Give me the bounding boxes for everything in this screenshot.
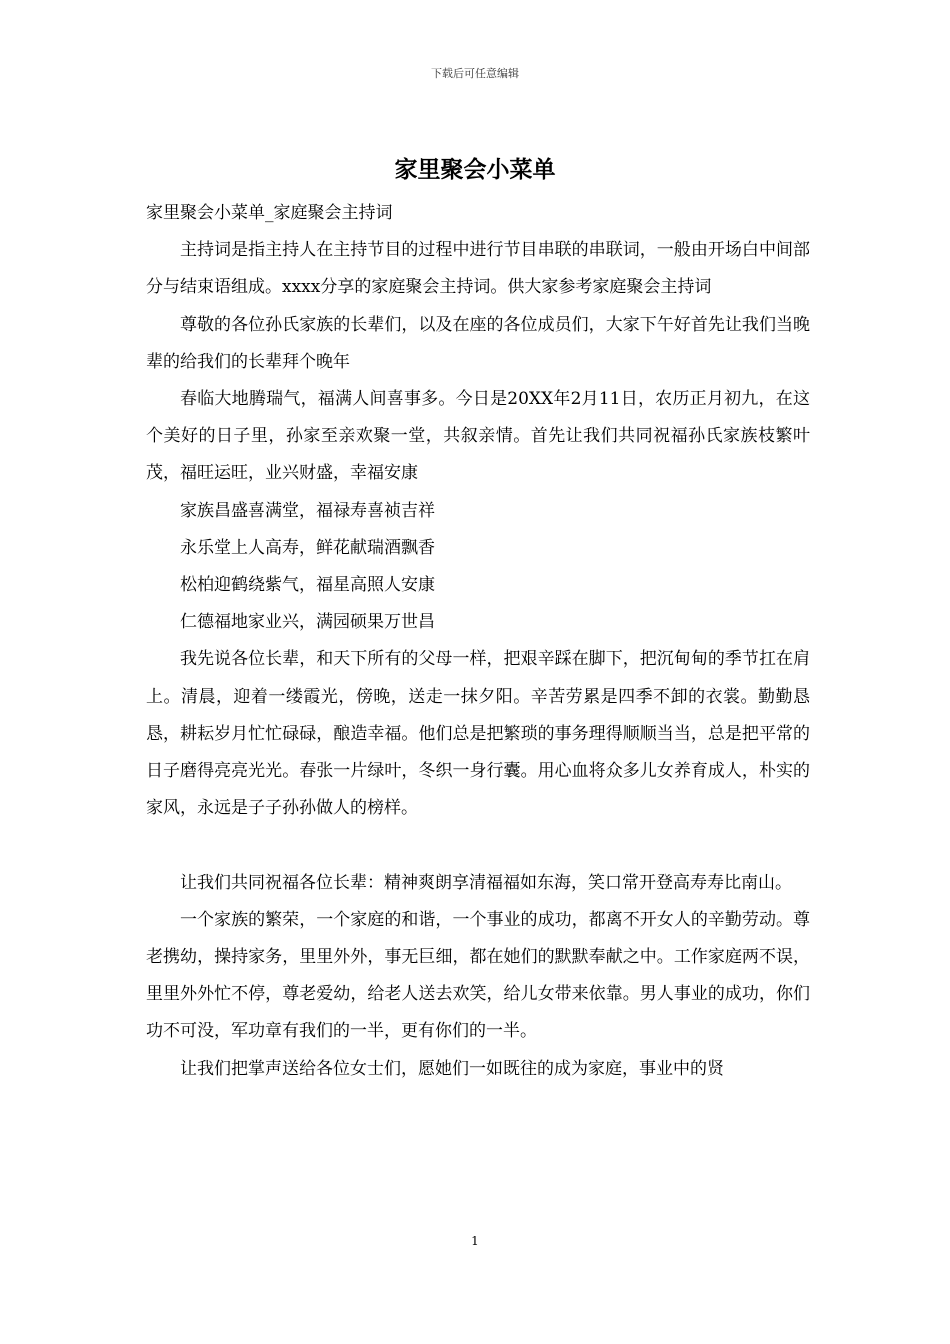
paragraph-intro: 主持词是指主持人在主持节目的过程中进行节目串联的串联词，一般由开场白中间部分与结束语组成。xxxx分享的家庭聚会主持词。供大家参考家庭聚会主持词 <box>146 240 810 298</box>
paragraph-spring: 春临大地腾瑞气，福满人间喜事多。今日是20XX年2月11日，农历正月初九，在这个美好的日子里，孙家至亲欢聚一堂，共叙亲情。首先让我们共同祝福孙氏家族枝繁叶茂，福旺运旺，业兴财盛，幸福安康 <box>146 389 810 484</box>
header-note: 下载后可任意编辑 <box>431 67 519 80</box>
couplet-line: 松柏迎鹤绕紫气，福星高照人安康 <box>180 575 435 596</box>
document-subtitle: 家里聚会小菜单_家庭聚会主持词 <box>146 203 393 223</box>
couplet-line: 仁德福地家业兴，满园硕果万世昌 <box>180 612 435 633</box>
blank-line <box>146 827 810 864</box>
paragraph-elders: 我先说各位长辈，和天下所有的父母一样，把艰辛踩在脚下，把沉甸甸的季节扛在肩上。清晨，迎着一缕霞光，傍晚，送走一抹夕阳。辛苦劳累是四季不卸的衣裳。勤勤恳恳，耕耘岁月忙忙碌碌，酿造幸福。他们总是把繁琐的事务理得顺顺当当，总是把平常的日子磨得亮亮光光。春张一片绿叶，冬织一身行囊。用心血将众多儿女养育成人，朴实的家风，永远是子子孙孙做人的榜样。 <box>146 649 810 819</box>
page-number: 1 <box>471 1234 479 1248</box>
couplet-line: 家族昌盛喜满堂，福禄寿喜祯吉祥 <box>180 500 435 521</box>
paragraph-applause: 让我们把掌声送给各位女士们，愿她们一如既往的成为家庭，事业中的贤 <box>180 1058 724 1079</box>
paragraph-greeting: 尊敬的各位孙氏家族的长辈们，以及在座的各位成员们，大家下午好首先让我们当晚辈的给我们的长辈拜个晚年 <box>146 314 810 372</box>
document-title: 家里聚会小菜单 <box>394 156 556 183</box>
paragraph-blessing: 让我们共同祝福各位长辈：精神爽朗享清福福如东海，笑口常开登高寿寿比南山。 <box>180 872 792 893</box>
document-body <box>146 195 810 1088</box>
couplet-line: 永乐堂上人高寿，鲜花献瑞酒飘香 <box>180 537 435 558</box>
paragraph-women: 一个家族的繁荣，一个家庭的和谐，一个事业的成功，都离不开女人的辛勤劳动。尊老携幼，操持家务，里里外外，事无巨细，都在她们的默默奉献之中。工作家庭两不误，里里外外忙不停，尊老爱幼，给老人送去欢笑，给儿女带来依靠。男人事业的成功，你们功不可没，军功章有我们的一半，更有你们的一半。 <box>146 909 810 1042</box>
